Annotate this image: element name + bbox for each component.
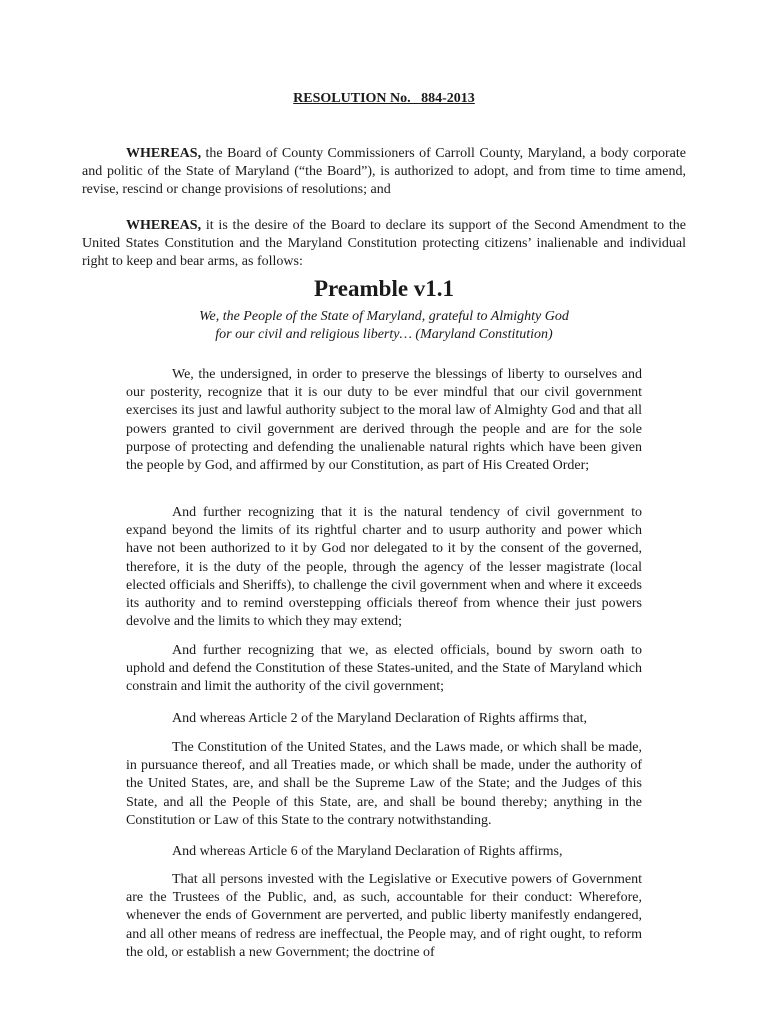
epigraph-line: for our civil and religious liberty… (Maryland Constitution)	[215, 327, 553, 342]
body-paragraph: And whereas Article 2 of the Maryland Declaration of Rights affirms that,	[172, 711, 587, 726]
body-paragraph: That all persons invested with the Legislative or Executive powers of Government are the Trustees of the Public, and, as such, accountable for their conduct: Wherefore, whenever the ends of Government are perverted, and public liberty manifestly endangered, and all other means of redress are ineffectual, the People may, and of right ought, to reform the old, or establish a new Government; the doctrine of	[126, 872, 642, 960]
body-paragraph: And further recognizing that we, as elected officials, bound by sworn oath to uphold and defend the Constitution of these States-united, and the State of Maryland which constrain and limit the authority of the civil government;	[126, 643, 642, 695]
whereas-clause-board-authority	[82, 145, 686, 200]
whereas-text: it is the desire of the Board to declare its support of the Second Amendment to the United States Constitution and the Maryland Constitution protecting citizens’ inalienable and individual right to keep and bear arms, as follows:	[82, 218, 686, 270]
body-paragraph: We, the undersigned, in order to preserve the blessings of liberty to ourselves and our posterity, recognize that it is our duty to be ever mindful that our civil government exercises its just and lawful authority subject to the moral law of Almighty God and that all powers granted to civil government are derived through the people and are for the sole purpose of protecting and defending the unalienable natural rights which have been given the people by God, and affirmed by our Constitution, as part of His Created Order;	[126, 367, 642, 474]
resolution-title: RESOLUTION No. _884-2013	[293, 91, 475, 106]
body-paragraph: And whereas Article 6 of the Maryland Declaration of Rights affirms,	[172, 844, 563, 859]
preamble-epigraph	[0, 308, 768, 344]
body-paragraph: And further recognizing that it is the natural tendency of civil government to expand beyond the limits of its rightful charter and to usurp authority and power which have not been authorized to it by God nor delegated to it by the consent of the governed, therefore, it is the duty of the people, through the agency of the lesser magistrate (local elected officials and Sheriffs), to challenge the civil government when and where it exceeds its authority and to remind overstepping officials thereof from whence their just powers devolve and the limits to which they may extend;	[126, 505, 642, 630]
body-paragraph: The Constitution of the United States, and the Laws made, or which shall be made, in pursuance thereof, and all Treaties made, or which shall be made, under the authority of the United States, are, and shall be the Supreme Law of the State; and the Judges of this State, and all the People of this State, are, and shall be bound thereby; anything in the Constitution or Law of this State to the contrary notwithstanding.	[126, 740, 642, 828]
whereas-lead: WHEREAS,	[126, 146, 202, 161]
epigraph-line: We, the People of the State of Maryland, grateful to Almighty God	[199, 309, 569, 324]
whereas-text: the Board of County Commissioners of Carroll County, Maryland, a body corporate and politic of the State of Maryland (“the Board”), is authorized to adopt, and from time to time amend, revise, rescind or change provisions of resolutions; and	[82, 146, 686, 198]
whereas-clause-second-amendment	[82, 217, 686, 272]
preamble-heading: Preamble v1.1	[313, 276, 455, 301]
whereas-lead: WHEREAS,	[126, 218, 202, 233]
